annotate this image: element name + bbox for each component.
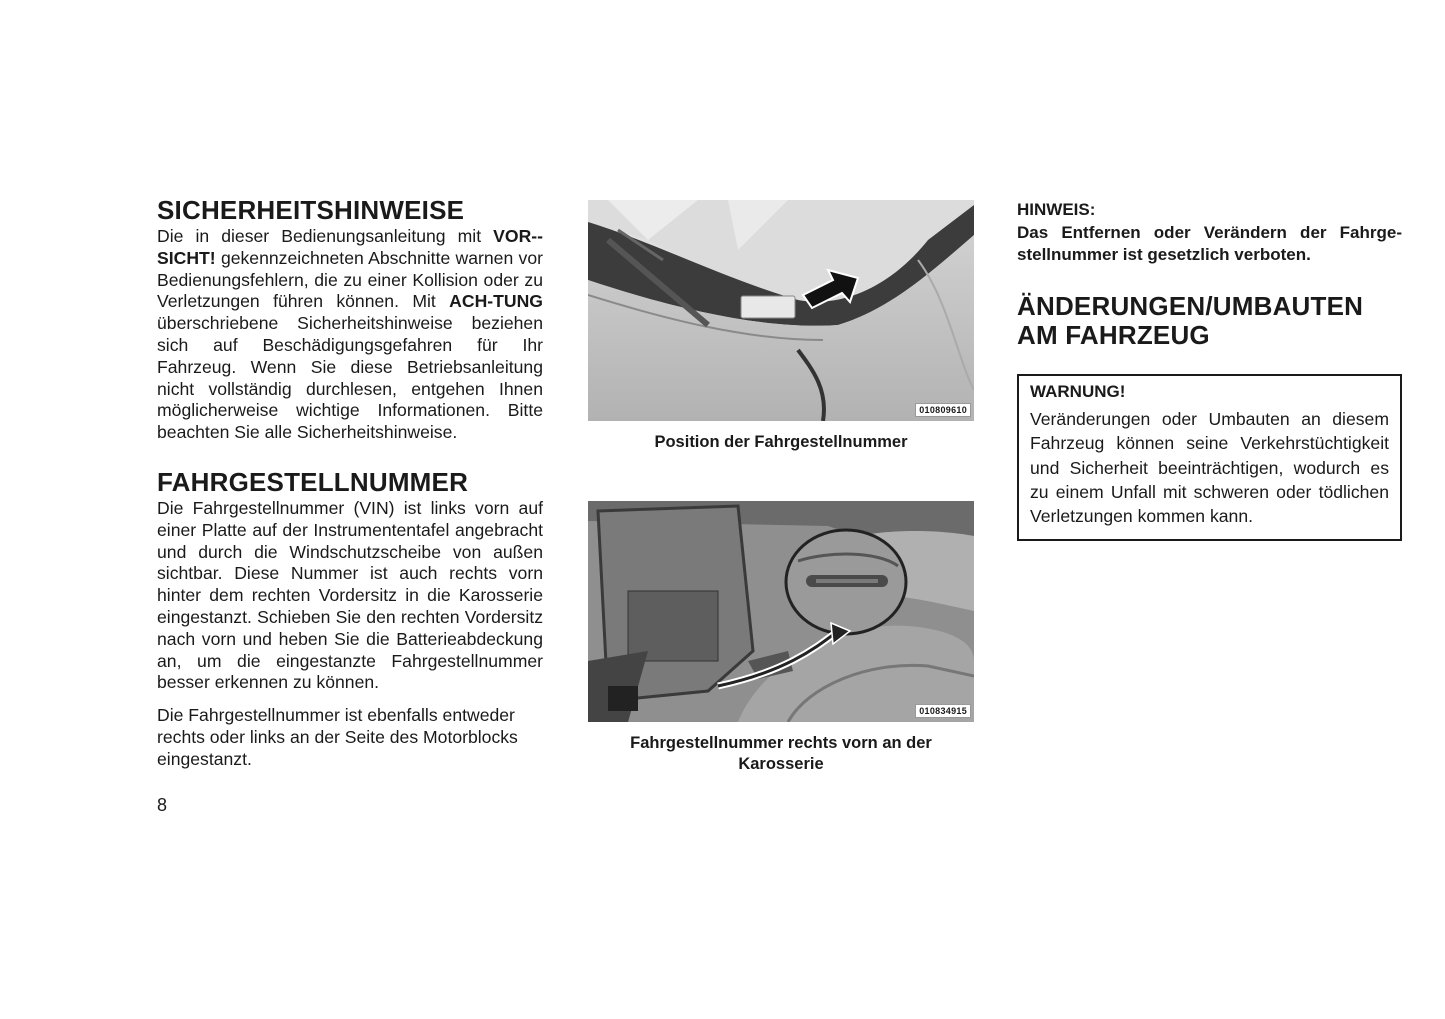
warning-box (1017, 374, 1402, 541)
seat-vin-figure (588, 501, 974, 722)
left-column (157, 196, 543, 771)
safety-text-3: überschriebene Sicherheitshinweise beziehen sich auf Beschädigungsgefahren für Ihr Fahrzeug. Wenn Sie diese Betriebsanleitung nicht vollständig durchlesen, entgehen Ihnen möglicherweise wichtige Informationen. Bitte beachten Sie alle Sicherheitshinweise. (157, 313, 543, 443)
safety-text-2: gekennzeichneten Abschnitte warnen vor Bedienungsfehlern, die zu einer Kollision oder zu Verletzungen führen können. Mit (157, 247, 543, 312)
figure-caption-1: Position der Fahrgestellnummer (654, 433, 908, 451)
caution-term: VOR-SICHT! (157, 226, 543, 268)
middle-column (588, 200, 974, 775)
figure-caption-2: Fahrgestellnummer rechts vorn an der Karosserie (630, 734, 932, 773)
page-number: 8 (157, 795, 168, 815)
vin-paragraph-2: Die Fahrgestellnummer ist ebenfalls entweder rechts oder links an der Seite des Motorblocks eingestanzt. (157, 705, 518, 769)
note-text: Das Entfernen oder Verändern der Fahrgestellnummer ist gesetzlich verboten. (1017, 223, 1402, 264)
attention-term: ACH-TUNG (449, 291, 543, 312)
modifications-heading: ÄNDERUNGEN/UMBAUTEN AM FAHRZEUG (1017, 291, 1364, 350)
right-column (1017, 199, 1402, 541)
figure-id-1: 010809610 (915, 403, 971, 417)
seat-illustration (588, 501, 974, 722)
safety-text-1: Die in dieser Bedienungsanleitung mit (157, 226, 494, 246)
vin-paragraph-1: Die Fahrgestellnummer (VIN) ist links vorn auf einer Platte auf der Instrumententafel angebracht und durch die Windschutzscheibe von außen sichtbar. Diese Nummer ist auch rechts vorn hinter dem rechten Vordersitz in die Karosserie eingestanzt. Schieben Sie den rechten Vordersitz nach vorn und heben Sie die Batterieabdeckung an, um die eingestanzte Fahrgestellnummer besser erkennen zu können. (157, 497, 543, 693)
windshield-illustration (588, 200, 974, 421)
note-label: HINWEIS: (1017, 200, 1096, 219)
warning-label: WARNUNG! (1030, 382, 1126, 401)
figure-id-2: 010834915 (915, 704, 971, 718)
safety-heading: SICHERHEITSHINWEISE (157, 195, 465, 225)
warning-text: Veränderungen oder Umbauten an diesem Fahrzeug können seine Verkehrstüchtigkeit und Sicherheit beeinträchtigen, wodurch es zu einem Unfall mit schweren oder tödlichen Verletzungen kommen kann. (1030, 409, 1389, 527)
vin-heading: FAHRGESTELLNUMMER (157, 466, 469, 497)
windshield-vin-figure (588, 200, 974, 421)
safety-paragraph (157, 226, 543, 444)
